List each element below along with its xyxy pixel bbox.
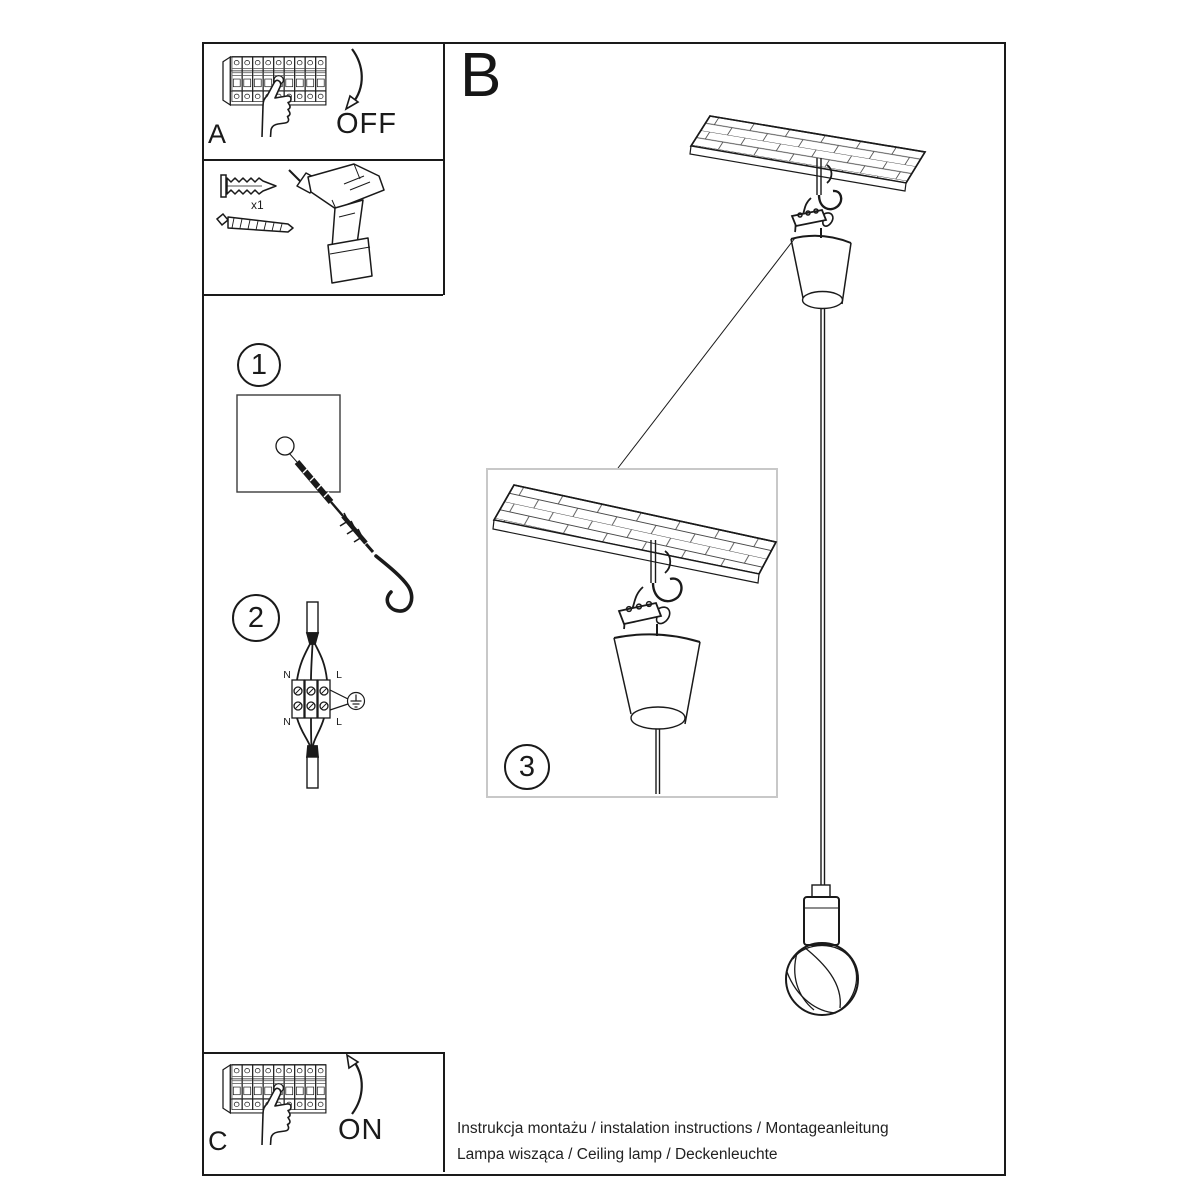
arrow-down-icon <box>346 49 362 109</box>
step3-number: 3 <box>518 750 536 783</box>
wiring-label-n-bottom: N <box>283 716 291 728</box>
screw-icon <box>217 214 293 232</box>
canopy-icon <box>791 236 851 309</box>
breaker-on-illustration <box>204 1054 442 1168</box>
footer-line-1: Instrukcja montażu / instalation instructions / Montageanleitung <box>457 1120 889 1137</box>
tools-illustration <box>204 162 442 292</box>
step1-number: 1 <box>250 348 268 381</box>
step3-badge <box>504 744 550 790</box>
ceiling-panel-icon <box>690 116 925 191</box>
on-label: ON <box>338 1114 384 1146</box>
arrow-up-icon <box>347 1055 362 1114</box>
terminal-connector-closeup-icon <box>619 587 670 636</box>
off-label: OFF <box>336 108 397 140</box>
step3-inset-box <box>486 468 778 798</box>
breaker-off-illustration <box>204 44 442 158</box>
wiring-label-l-bottom: L <box>336 716 342 728</box>
terminal-block-icon <box>292 680 330 718</box>
wiring-label-n-top: N <box>283 669 291 681</box>
divider-boxa-tools <box>202 159 443 161</box>
step2-number: 2 <box>247 601 265 634</box>
section-a-label: A <box>208 119 227 149</box>
wiring-label-l-top: L <box>336 669 342 681</box>
footer-text <box>457 1116 889 1167</box>
inset-leader-line <box>618 238 795 468</box>
anchor-quantity-label: x1 <box>251 198 264 212</box>
canopy-closeup-icon <box>614 634 700 729</box>
footer-line-2: Lampa wisząca / Ceiling lamp / Deckenleuchte <box>457 1145 778 1163</box>
decorative-bulb-icon <box>786 943 858 1015</box>
step2-wiring-illustration <box>225 580 400 795</box>
divider-tools-bottom <box>202 294 443 296</box>
drill-icon <box>289 164 384 283</box>
wall-anchor-icon <box>221 175 276 197</box>
ground-symbol-icon <box>330 690 365 710</box>
lamp-socket-icon <box>804 885 839 945</box>
ceiling-panel-closeup-icon <box>493 485 776 583</box>
section-c-label: C <box>208 1126 228 1156</box>
terminal-connector-icon <box>792 198 833 238</box>
section-b-label: B <box>460 41 503 110</box>
